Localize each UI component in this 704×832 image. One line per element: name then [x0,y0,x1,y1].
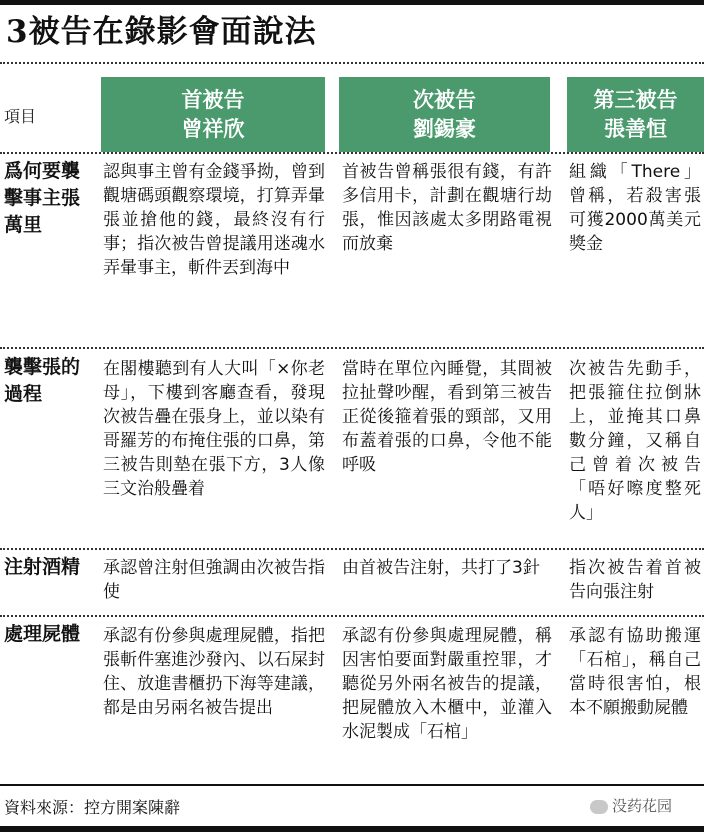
column-header-line2: 曾祥欣 [181,117,245,141]
footer-divider [0,784,704,786]
table-cell: 承認有協助搬運「石棺」，稱自己當時很害怕，根本不願搬動屍體 [569,626,701,718]
row-label-attack-process: 襲擊張的過程 [4,356,81,405]
row-divider [0,347,704,349]
top-rule [0,0,704,5]
column-header-second-defendant [339,77,550,152]
table-cell: 承認有份參與處理屍體，稱因害怕要面對嚴重控罪，才聽從另外兩名被告的提議，把屍體放入木櫃中，並灌入水泥製成「石棺」 [342,626,552,742]
wechat-icon [590,800,608,814]
column-header-line1: 次被告 [413,88,476,112]
row-label-alcohol-injection: 注射酒精 [4,556,81,578]
column-header-line2: 張善恒 [604,117,667,141]
watermark [590,795,672,816]
column-header-line2: 劉錫豪 [413,117,476,141]
table-cell: 組織「There」曾稱，若殺害張可獲2000萬美元獎金 [569,162,701,254]
column-header-third-defendant [567,77,704,152]
watermark-text: 没药花园 [612,797,673,815]
item-header: 項目 [4,107,37,126]
table-cell: 由首被告注射，共打了3針 [342,558,540,578]
table-cell: 在閣樓聽到有人大叫「×你老母」，下樓到客廳查看，發現次被告疊在張身上，並以染有哥羅芳的布掩住張的口鼻，第三被告則墊在張下方，3人像三文治般疊着 [103,359,325,499]
table-cell: 指次被告着首被告向張注射 [569,558,701,602]
page-title: 3被告在錄影會面說法 [6,14,317,50]
row-divider [0,548,704,550]
row-divider [0,152,704,154]
column-header-line1: 首被告 [181,88,245,112]
column-header-line1: 第三被告 [593,88,678,112]
table-cell: 當時在單位內睡覺，其間被拉扯聲吵醒，看到第三被告正從後箍着張的頸部，又用布蓋着張的口鼻，令他不能呼吸 [342,359,552,475]
table-cell: 認與事主曾有金錢爭拗，曾到觀塘碼頭觀察環境，打算弄暈張並搶他的錢，最終沒有行事；指次被告曾提議用迷魂水弄暈事主，斬件丟到海中 [103,162,325,278]
row-label-motive: 爲何要襲擊事主張萬里 [4,160,81,236]
bottom-rule [0,826,704,832]
row-label-body-disposal: 處理屍體 [4,623,81,645]
table-cell: 首被告曾稱張很有錢，有許多信用卡，計劃在觀塘行劫張，惟因該處太多閉路電視而放棄 [342,162,552,254]
table-cell: 次被告先動手，把張箍住拉倒牀上，並掩其口鼻數分鐘，又稱自己曾着次被告「唔好嚓度整死人」 [569,359,701,523]
title-divider [0,62,704,64]
source-note: 資料來源：控方開案陳辭 [4,798,181,817]
table-cell: 承認曾注射但強調由次被告指使 [103,558,325,602]
column-header-first-defendant [101,77,325,152]
table-cell: 承認有份參與處理屍體，指把張斬件塞進沙發內、以石屎封住、放進書櫃扔下海等建議，都是由另兩名被告提出 [103,626,325,718]
row-divider [0,615,704,617]
